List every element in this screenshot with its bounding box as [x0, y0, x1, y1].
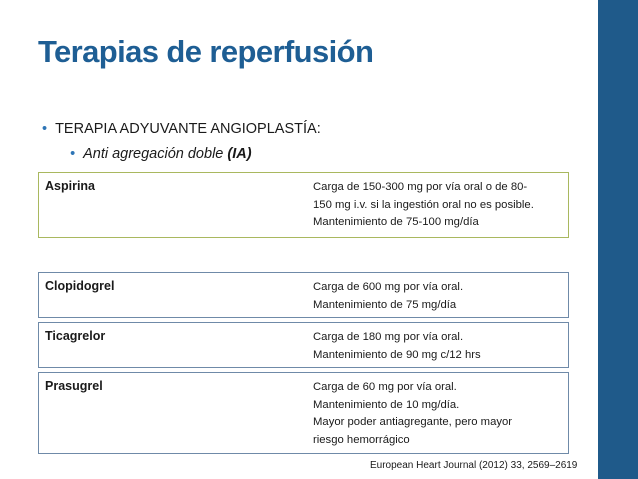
drug-line: Carga de 150-300 mg por vía oral o de 80-	[313, 181, 528, 193]
bullet-dot-icon: •	[42, 121, 48, 137]
drug-line: Mantenimiento de 75-100 mg/día	[313, 216, 479, 228]
drug-description	[313, 279, 569, 314]
drug-box-prasugrel	[38, 372, 569, 454]
slide-title: Terapias de reperfusión	[38, 34, 374, 69]
drug-box-clopidogrel	[38, 272, 569, 318]
drug-line: 150 mg i.v. si la ingestión oral no es posible.	[313, 198, 534, 211]
bullet-main	[42, 121, 321, 137]
drug-line: Mantenimiento de 75 mg/día	[313, 298, 457, 311]
drug-description	[313, 379, 569, 449]
bullet-sub-evidence: (IA)	[227, 146, 252, 162]
bullet-sub-text: Anti agregación doble	[83, 146, 228, 162]
drug-name: Prasugrel	[45, 379, 103, 393]
drug-line: Mayor poder antiagregante, pero mayor	[313, 416, 513, 428]
drug-line: Carga de 180 mg por vía oral.	[313, 331, 464, 343]
reference-citation: European Heart Journal (2012) 33, 2569–2619	[370, 460, 578, 471]
drug-line: Mantenimiento de 90 mg c/12 hrs	[313, 348, 481, 361]
drug-description	[313, 329, 569, 364]
drug-line: Carga de 60 mg por vía oral.	[313, 381, 457, 393]
drug-box-aspirina	[38, 172, 569, 238]
drug-line: riesgo hemorrágico	[313, 433, 410, 446]
drug-description	[313, 179, 569, 232]
drug-name: Aspirina	[45, 179, 96, 193]
bullet-dot-icon: •	[70, 146, 76, 162]
bullet-main-text: TERAPIA ADYUVANTE ANGIOPLASTÍA:	[55, 121, 321, 137]
drug-line: Carga de 600 mg por vía oral.	[313, 281, 464, 293]
drug-name: Ticagrelor	[45, 329, 106, 343]
drug-box-ticagrelor	[38, 322, 569, 368]
drug-line: Mantenimiento de 10 mg/día.	[313, 398, 460, 411]
bullet-sub	[70, 146, 252, 162]
drug-name: Clopidogrel	[45, 279, 115, 293]
accent-side-bar	[598, 0, 638, 479]
